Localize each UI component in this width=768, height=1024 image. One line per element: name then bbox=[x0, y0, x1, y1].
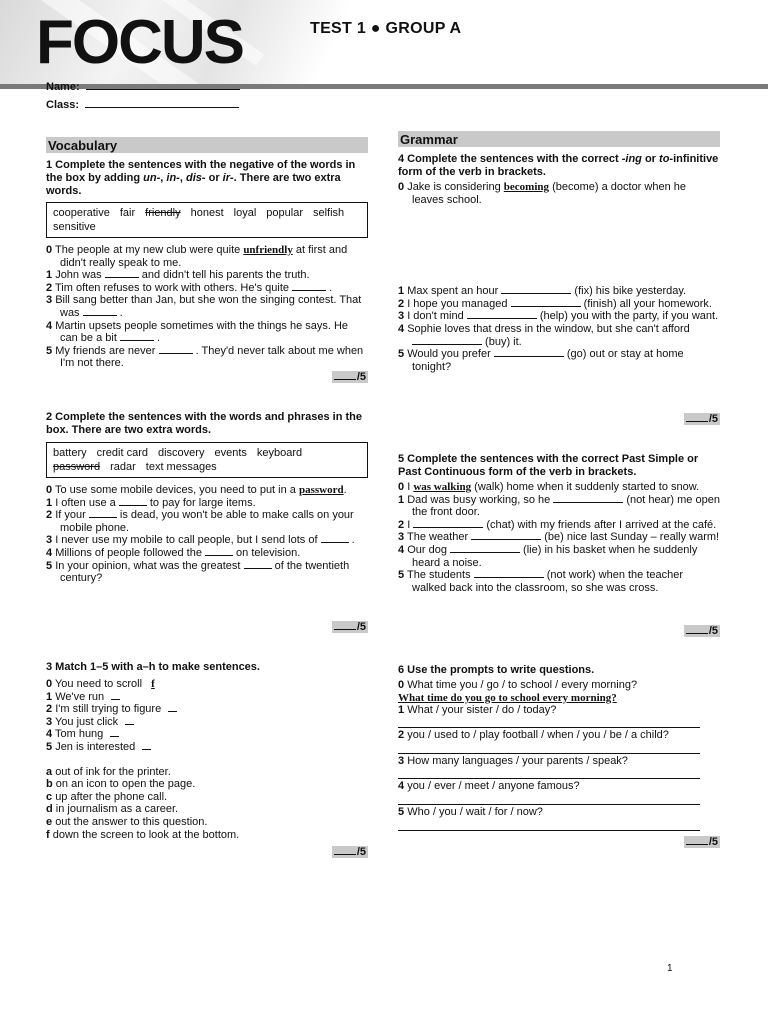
item-number: 3 bbox=[398, 754, 405, 767]
box-word: honest bbox=[190, 207, 224, 219]
item-number: 4 bbox=[46, 319, 53, 332]
box-word: battery bbox=[53, 447, 87, 459]
item-text: Dad was busy working, so he bbox=[407, 493, 554, 506]
item-number: 3 bbox=[46, 294, 53, 307]
item-text: . bbox=[343, 484, 347, 496]
item-text: The people at my new club were quite bbox=[54, 244, 244, 256]
item-number: 2 bbox=[46, 281, 53, 294]
answer-blank[interactable] bbox=[119, 497, 147, 506]
exercise-5-instruction: 5 Complete the sentences with the correct Past Simple or Past Continuous form of the verb in brackets. bbox=[398, 453, 699, 478]
exercise-4 bbox=[398, 153, 720, 425]
exercise-6-instruction: 6 Use the prompts to write questions. bbox=[398, 664, 595, 676]
match-item bbox=[46, 728, 368, 741]
item-text: My friends are never bbox=[55, 344, 159, 357]
item-text: Jake is considering bbox=[407, 181, 504, 193]
exercise-item bbox=[46, 560, 368, 585]
option-text: out the answer to this question. bbox=[55, 815, 208, 828]
prompt-item bbox=[398, 806, 720, 819]
prompt-item bbox=[398, 679, 720, 692]
item-number: 2 bbox=[46, 703, 53, 716]
item-number: 2 bbox=[46, 509, 53, 522]
item-number: 1 bbox=[46, 690, 53, 703]
item-text: I bbox=[407, 518, 414, 531]
exercise-2-instruction: 2 Complete the sentences with the words and phrases in the box. There are two extra words. bbox=[46, 411, 363, 436]
item-text: I never use my mobile to call people, but I send lots of bbox=[55, 534, 321, 547]
box-word: sensitive bbox=[53, 221, 96, 233]
item-text: I often use a bbox=[55, 496, 119, 509]
box-word: radar bbox=[110, 461, 136, 473]
box-word: fair bbox=[119, 207, 136, 219]
item-text: . bbox=[348, 534, 355, 547]
exercise-item bbox=[398, 531, 720, 544]
class-label: Class: bbox=[46, 99, 80, 111]
word-box-2 bbox=[46, 442, 368, 478]
item-number: 2 bbox=[398, 297, 405, 310]
item-number: 1 bbox=[46, 269, 53, 282]
exercise-2 bbox=[46, 411, 368, 633]
answer-line[interactable] bbox=[398, 742, 700, 754]
answer-line[interactable] bbox=[398, 767, 700, 779]
item-text: In your opinion, what was the greatest bbox=[55, 559, 244, 572]
exercise-6 bbox=[398, 664, 720, 848]
item-text: Our dog bbox=[407, 543, 450, 556]
item-text: I hope you managed bbox=[407, 297, 511, 310]
example-answer: What time do you go to school every morning? bbox=[398, 691, 617, 704]
item-text: You need to scroll bbox=[54, 678, 143, 690]
exercise-item bbox=[46, 509, 368, 534]
box-word: password bbox=[53, 461, 101, 473]
answer-blank[interactable] bbox=[413, 519, 483, 528]
focus-logo: FOCUS bbox=[36, 8, 243, 77]
exercise-item bbox=[398, 481, 720, 494]
exercise-4-instruction: 4 Complete the sentences with the correct -ing or to-infinitive form of the verb in brackets. bbox=[398, 153, 719, 178]
exercise-item bbox=[46, 534, 368, 547]
item-number: 5 bbox=[398, 805, 405, 818]
item-number: 2 bbox=[398, 518, 405, 531]
exercise-5-score[interactable]: /5 bbox=[684, 625, 720, 637]
answer-blank[interactable] bbox=[205, 547, 233, 556]
exercise-item bbox=[398, 544, 720, 569]
box-word: keyboard bbox=[256, 447, 303, 459]
item-text: . bbox=[326, 281, 333, 294]
box-word: events bbox=[214, 447, 247, 459]
answer-line[interactable] bbox=[398, 819, 700, 831]
option-letter: d bbox=[46, 803, 53, 816]
item-text: (become) a doctor when he leaves school. bbox=[412, 181, 686, 206]
item-number: 1 bbox=[398, 285, 405, 298]
exercise-5 bbox=[398, 453, 720, 637]
option-text: up after the phone call. bbox=[55, 790, 168, 803]
item-text: (be) nice last Sunday – really warm! bbox=[541, 531, 720, 544]
exercise-1 bbox=[46, 159, 368, 383]
item-text: (not hear) me open the front door. bbox=[412, 493, 720, 519]
item-text: to pay for large items. bbox=[146, 496, 256, 509]
item-text: Tom hung bbox=[54, 728, 104, 741]
prompt-item bbox=[398, 704, 720, 717]
item-text: (fix) his bike yesterday. bbox=[571, 285, 687, 298]
option-letter: b bbox=[46, 778, 53, 791]
item-number: 0 bbox=[398, 481, 405, 493]
item-text: (walk) home when it suddenly started to snow. bbox=[471, 481, 700, 493]
exercise-item bbox=[398, 181, 720, 206]
item-text: John was bbox=[55, 269, 105, 282]
answer-blank[interactable] bbox=[105, 269, 139, 278]
item-text: You just click bbox=[54, 715, 119, 728]
option-letter: c bbox=[46, 790, 53, 803]
item-text: you / ever / meet / anyone famous? bbox=[407, 780, 580, 793]
item-number: 3 bbox=[398, 531, 405, 544]
item-text: I'm still trying to figure bbox=[55, 703, 162, 716]
exercise-item bbox=[46, 269, 368, 282]
example-answer: f bbox=[151, 678, 155, 690]
item-number: 5 bbox=[46, 559, 53, 572]
match-item bbox=[46, 741, 368, 754]
item-number: 0 bbox=[46, 678, 53, 690]
exercise-4-score[interactable]: /5 bbox=[684, 413, 720, 425]
exercise-item bbox=[398, 494, 720, 519]
box-word: text messages bbox=[145, 461, 217, 473]
exercise-item bbox=[398, 323, 720, 348]
option-text: in journalism as a career. bbox=[55, 803, 179, 816]
exercise-item bbox=[46, 320, 368, 345]
answer-blank[interactable] bbox=[142, 741, 151, 750]
exercise-item bbox=[398, 285, 720, 298]
item-number: 5 bbox=[398, 569, 405, 582]
item-number: 0 bbox=[46, 244, 53, 256]
item-text: Max spent an hour bbox=[407, 285, 502, 298]
item-number: 4 bbox=[46, 546, 53, 559]
box-word: credit card bbox=[96, 447, 148, 459]
item-number: 0 bbox=[46, 484, 53, 496]
answer-blank[interactable] bbox=[111, 691, 120, 700]
item-number: 1 bbox=[398, 493, 405, 506]
box-word: popular bbox=[266, 207, 303, 219]
exercise-6-score[interactable]: /5 bbox=[684, 836, 720, 848]
word-box-1 bbox=[46, 202, 368, 238]
item-text: The students bbox=[406, 569, 474, 582]
answer-blank[interactable] bbox=[467, 310, 537, 319]
item-text: . bbox=[153, 332, 161, 345]
match-option bbox=[46, 803, 368, 816]
option-text: out of ink for the printer. bbox=[55, 765, 171, 778]
example-answer: password bbox=[298, 484, 344, 496]
prompt-item bbox=[398, 755, 720, 768]
item-text: What / your sister / do / today? bbox=[407, 703, 557, 716]
answer-line[interactable] bbox=[398, 793, 700, 805]
item-number: 3 bbox=[398, 310, 405, 323]
box-word: friendly bbox=[145, 207, 181, 219]
answer-blank[interactable] bbox=[125, 716, 134, 725]
answer-line[interactable] bbox=[398, 716, 700, 728]
item-text: Jen is interested bbox=[55, 740, 136, 753]
item-text: The weather bbox=[406, 531, 472, 544]
vocabulary-heading: Vocabulary bbox=[46, 137, 368, 153]
match-option bbox=[46, 829, 368, 842]
item-text: Would you prefer bbox=[407, 348, 494, 361]
answer-blank[interactable] bbox=[412, 336, 482, 345]
example-answer: was walking bbox=[413, 481, 472, 493]
answer-blank[interactable] bbox=[110, 728, 119, 737]
match-option bbox=[46, 778, 368, 791]
item-number: 3 bbox=[46, 715, 53, 728]
exercise-item bbox=[46, 345, 368, 370]
match-item bbox=[46, 678, 368, 691]
exercise-item bbox=[46, 497, 368, 510]
exercise-item bbox=[46, 294, 368, 319]
item-text: . bbox=[116, 306, 123, 319]
example-answer: becoming bbox=[503, 181, 550, 193]
prompt-item bbox=[398, 780, 720, 793]
class-field[interactable] bbox=[46, 99, 239, 111]
item-text: on television. bbox=[233, 546, 301, 559]
option-letter: f bbox=[46, 828, 50, 841]
answer-blank[interactable] bbox=[511, 298, 581, 307]
item-number: 2 bbox=[398, 729, 405, 742]
box-word: cooperative bbox=[53, 207, 110, 219]
grammar-heading: Grammar bbox=[398, 131, 720, 147]
answer-blank[interactable] bbox=[292, 282, 326, 291]
match-item bbox=[46, 716, 368, 729]
exercise-item bbox=[398, 310, 720, 323]
answer-blank[interactable] bbox=[471, 531, 541, 540]
item-text: What time you / go / to school / every morning? bbox=[407, 679, 638, 691]
item-text: Bill sang better than Jan, but she won the singing contest. That was bbox=[55, 294, 362, 319]
answer-blank[interactable] bbox=[553, 494, 623, 503]
item-text: (lie) in his basket when he suddenly heard a noise. bbox=[412, 543, 698, 569]
item-text: at first and didn't really speak to me. bbox=[60, 244, 348, 269]
exercise-1-instruction: 1 Complete the sentences with the negative of the words in the box by adding un-, in-, dis- or ir-. There are two extra words. bbox=[46, 159, 356, 197]
example-answer: unfriendly bbox=[243, 244, 293, 256]
item-number: 4 bbox=[46, 728, 53, 741]
exercise-item bbox=[398, 519, 720, 532]
item-text: . They'd never talk about me when I'm not there. bbox=[60, 344, 364, 370]
answer-blank[interactable] bbox=[321, 534, 349, 543]
item-text: Martin upsets people sometimes with the things he says. He can be a bit bbox=[55, 319, 349, 345]
item-text: (help) you with the party, if you want. bbox=[536, 310, 719, 323]
exercise-3-score[interactable]: /5 bbox=[332, 846, 368, 858]
answer-blank[interactable] bbox=[501, 285, 571, 294]
option-text: down the screen to look at the bottom. bbox=[52, 828, 240, 841]
item-number: 4 bbox=[398, 543, 405, 556]
item-number: 5 bbox=[398, 348, 405, 361]
match-item bbox=[46, 691, 368, 704]
item-text: (buy) it. bbox=[482, 335, 522, 348]
item-number: 5 bbox=[46, 344, 53, 357]
prompt-item bbox=[398, 729, 720, 742]
item-text: How many languages / your parents / speak? bbox=[407, 754, 628, 767]
item-text: Millions of people followed the bbox=[55, 546, 205, 559]
item-number: 5 bbox=[46, 740, 53, 753]
match-option bbox=[46, 766, 368, 779]
item-text: Who / you / wait / for / now? bbox=[407, 805, 543, 818]
exercise-item bbox=[46, 244, 368, 269]
item-text: I don't mind bbox=[407, 310, 467, 323]
exercise-2-score[interactable]: /5 bbox=[332, 621, 368, 633]
item-number: 1 bbox=[46, 496, 53, 509]
item-text: I bbox=[407, 481, 414, 493]
item-number: 1 bbox=[398, 703, 405, 716]
item-text: Sophie loves that dress in the window, but she can't afford bbox=[407, 322, 690, 335]
exercise-3 bbox=[46, 661, 368, 858]
item-text: (not work) when the teacher walked back into the classroom, so she was cross. bbox=[412, 569, 684, 594]
item-text: If your bbox=[55, 509, 89, 522]
exercise-3-instruction: 3 Match 1–5 with a–h to make sentences. bbox=[46, 661, 260, 673]
name-label: Name: bbox=[46, 81, 80, 93]
box-word: discovery bbox=[158, 447, 205, 459]
option-letter: e bbox=[46, 815, 53, 828]
answer-blank[interactable] bbox=[494, 348, 564, 357]
item-text: you / used to / play football / when / you / be / a child? bbox=[407, 729, 669, 742]
answer-blank[interactable] bbox=[83, 307, 117, 316]
answer-blank[interactable] bbox=[159, 345, 193, 354]
exercise-1-score[interactable]: /5 bbox=[332, 371, 368, 383]
item-text: We've run bbox=[55, 690, 105, 703]
item-text: (chat) with my friends after I arrived at the café. bbox=[483, 518, 717, 531]
exercise-item bbox=[398, 569, 720, 594]
answer-blank[interactable] bbox=[244, 560, 272, 569]
item-text: (go) out or stay at home tonight? bbox=[412, 348, 684, 373]
page-number: 1 bbox=[667, 963, 673, 974]
name-field[interactable] bbox=[46, 81, 240, 93]
item-number: 0 bbox=[398, 679, 405, 691]
exercise-item bbox=[398, 298, 720, 311]
exercise-item bbox=[46, 547, 368, 560]
exercise-item bbox=[398, 348, 720, 373]
box-word: selfish bbox=[312, 207, 345, 219]
item-text: Tim often refuses to work with others. He's quite bbox=[54, 281, 293, 294]
match-option bbox=[46, 816, 368, 829]
match-option bbox=[46, 791, 368, 804]
item-number: 3 bbox=[46, 534, 53, 547]
option-text: on an icon to open the page. bbox=[55, 778, 196, 791]
item-number: 4 bbox=[398, 322, 405, 335]
answer-blank[interactable] bbox=[450, 544, 520, 553]
item-number: 4 bbox=[398, 780, 405, 793]
box-word: loyal bbox=[233, 207, 257, 219]
answer-blank[interactable] bbox=[474, 569, 544, 578]
item-text: is dead, you won't be able to make calls on your mobile phone. bbox=[60, 509, 354, 534]
item-text: (finish) all your homework. bbox=[580, 297, 712, 310]
item-text: To use some mobile devices, you need to put in a bbox=[54, 484, 299, 496]
item-text: of the twentieth century? bbox=[60, 559, 350, 585]
match-item bbox=[46, 703, 368, 716]
exercise-item bbox=[46, 484, 368, 497]
answer-blank[interactable] bbox=[89, 509, 117, 518]
answer-blank[interactable] bbox=[120, 332, 154, 341]
answer-blank[interactable] bbox=[168, 703, 177, 712]
exercise-item bbox=[46, 282, 368, 295]
item-number: 0 bbox=[398, 181, 405, 193]
option-letter: a bbox=[46, 765, 53, 778]
test-title: TEST 1 ● GROUP A bbox=[310, 20, 462, 37]
item-text: and didn't tell his parents the truth. bbox=[138, 269, 310, 282]
